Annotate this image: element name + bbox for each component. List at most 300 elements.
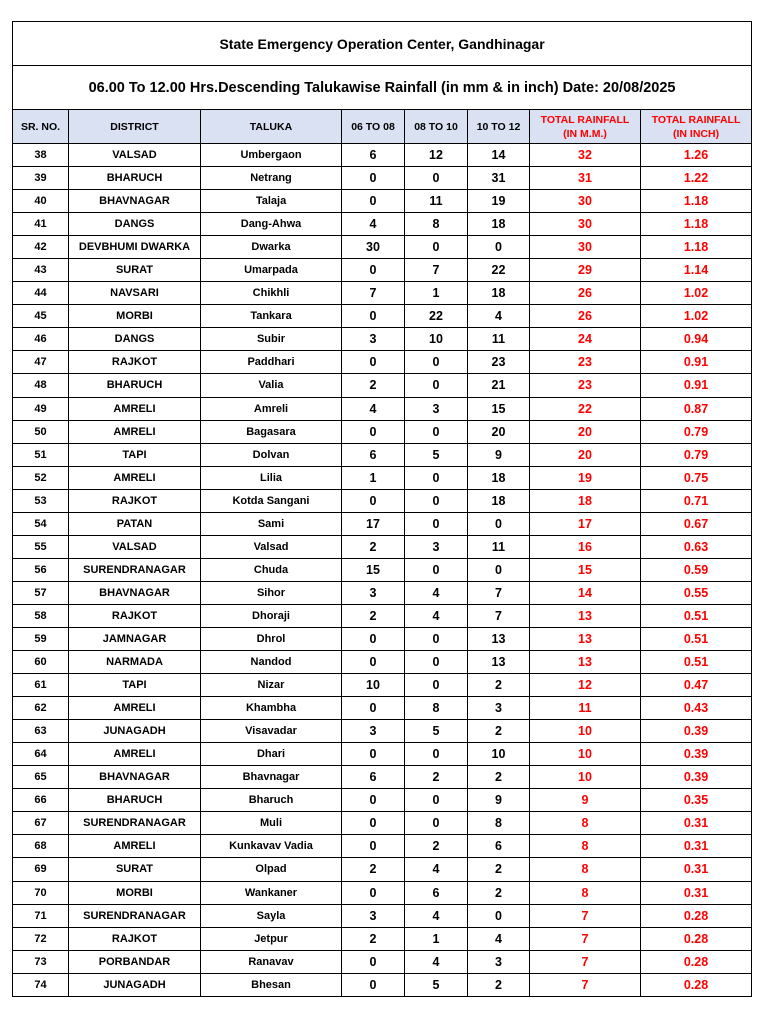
table-row xyxy=(13,766,752,789)
cell-district: BHARUCH xyxy=(69,167,201,190)
cell-10-to-12: 23 xyxy=(468,351,530,374)
cell-total-inch: 0.91 xyxy=(641,374,752,397)
cell-total-inch: 0.28 xyxy=(641,927,752,950)
cell-total-mm: 24 xyxy=(530,328,641,351)
cell-total-inch: 0.94 xyxy=(641,328,752,351)
cell-08-to-10: 8 xyxy=(405,697,468,720)
cell-sr-no: 70 xyxy=(13,881,69,904)
cell-total-inch: 0.67 xyxy=(641,512,752,535)
cell-10-to-12: 2 xyxy=(468,858,530,881)
cell-total-inch: 0.51 xyxy=(641,604,752,627)
cell-district: JUNAGADH xyxy=(69,973,201,996)
cell-08-to-10: 0 xyxy=(405,789,468,812)
cell-total-mm: 16 xyxy=(530,535,641,558)
table-row xyxy=(13,328,752,351)
cell-08-to-10: 1 xyxy=(405,927,468,950)
cell-total-mm: 8 xyxy=(530,858,641,881)
table-row xyxy=(13,881,752,904)
cell-total-mm: 22 xyxy=(530,397,641,420)
cell-sr-no: 38 xyxy=(13,144,69,167)
cell-08-to-10: 0 xyxy=(405,674,468,697)
cell-06-to-08: 0 xyxy=(342,881,405,904)
cell-08-to-10: 0 xyxy=(405,466,468,489)
cell-08-to-10: 0 xyxy=(405,489,468,512)
cell-taluka: Bhavnagar xyxy=(201,766,342,789)
cell-total-inch: 0.43 xyxy=(641,697,752,720)
table-row xyxy=(13,305,752,328)
cell-district: RAJKOT xyxy=(69,604,201,627)
cell-district: RAJKOT xyxy=(69,927,201,950)
cell-total-inch: 1.02 xyxy=(641,282,752,305)
cell-district: DANGS xyxy=(69,213,201,236)
cell-total-inch: 1.18 xyxy=(641,213,752,236)
report-subtitle: 06.00 To 12.00 Hrs.Descending Talukawise Rainfall (in mm & in inch) Date: 20/08/2025 xyxy=(13,66,752,110)
cell-taluka: Visavadar xyxy=(201,720,342,743)
cell-10-to-12: 9 xyxy=(468,789,530,812)
table-row xyxy=(13,789,752,812)
cell-08-to-10: 0 xyxy=(405,351,468,374)
cell-district: DEVBHUMI DWARKA xyxy=(69,236,201,259)
header-08-to-10: 08 TO 10 xyxy=(405,110,468,144)
cell-total-inch: 1.02 xyxy=(641,305,752,328)
cell-district: NAVSARI xyxy=(69,282,201,305)
cell-06-to-08: 3 xyxy=(342,720,405,743)
cell-taluka: Bhesan xyxy=(201,973,342,996)
cell-district: PATAN xyxy=(69,512,201,535)
cell-total-inch: 1.26 xyxy=(641,144,752,167)
cell-total-mm: 10 xyxy=(530,720,641,743)
page-title: State Emergency Operation Center, Gandhinagar xyxy=(13,22,752,66)
cell-sr-no: 47 xyxy=(13,351,69,374)
cell-taluka: Amreli xyxy=(201,397,342,420)
table-row xyxy=(13,213,752,236)
cell-06-to-08: 15 xyxy=(342,558,405,581)
cell-total-mm: 19 xyxy=(530,466,641,489)
cell-sr-no: 44 xyxy=(13,282,69,305)
cell-taluka: Bharuch xyxy=(201,789,342,812)
cell-total-mm: 10 xyxy=(530,743,641,766)
cell-08-to-10: 22 xyxy=(405,305,468,328)
cell-sr-no: 61 xyxy=(13,674,69,697)
cell-total-inch: 0.39 xyxy=(641,743,752,766)
cell-08-to-10: 0 xyxy=(405,743,468,766)
cell-08-to-10: 0 xyxy=(405,374,468,397)
cell-taluka: Sihor xyxy=(201,581,342,604)
cell-10-to-12: 2 xyxy=(468,881,530,904)
cell-sr-no: 56 xyxy=(13,558,69,581)
table-row xyxy=(13,259,752,282)
cell-08-to-10: 7 xyxy=(405,259,468,282)
cell-total-mm: 30 xyxy=(530,190,641,213)
cell-sr-no: 50 xyxy=(13,420,69,443)
cell-taluka: Valia xyxy=(201,374,342,397)
header-total-inch xyxy=(641,110,752,144)
cell-district: RAJKOT xyxy=(69,489,201,512)
cell-total-inch: 0.28 xyxy=(641,904,752,927)
table-row xyxy=(13,397,752,420)
cell-06-to-08: 0 xyxy=(342,743,405,766)
cell-total-inch: 0.35 xyxy=(641,789,752,812)
cell-total-inch: 0.31 xyxy=(641,812,752,835)
table-row xyxy=(13,604,752,627)
cell-10-to-12: 3 xyxy=(468,950,530,973)
cell-sr-no: 45 xyxy=(13,305,69,328)
cell-06-to-08: 7 xyxy=(342,282,405,305)
cell-total-mm: 13 xyxy=(530,651,641,674)
cell-taluka: Lilia xyxy=(201,466,342,489)
cell-06-to-08: 0 xyxy=(342,305,405,328)
table-row xyxy=(13,351,752,374)
cell-district: VALSAD xyxy=(69,535,201,558)
cell-08-to-10: 3 xyxy=(405,535,468,558)
cell-total-mm: 29 xyxy=(530,259,641,282)
cell-sr-no: 54 xyxy=(13,512,69,535)
cell-10-to-12: 18 xyxy=(468,282,530,305)
table-body xyxy=(13,144,752,997)
cell-total-mm: 7 xyxy=(530,927,641,950)
cell-08-to-10: 5 xyxy=(405,720,468,743)
cell-06-to-08: 17 xyxy=(342,512,405,535)
table-row xyxy=(13,904,752,927)
cell-district: PORBANDAR xyxy=(69,950,201,973)
cell-10-to-12: 2 xyxy=(468,720,530,743)
cell-total-mm: 7 xyxy=(530,950,641,973)
table-row xyxy=(13,651,752,674)
cell-district: MORBI xyxy=(69,881,201,904)
cell-total-mm: 12 xyxy=(530,674,641,697)
cell-10-to-12: 0 xyxy=(468,236,530,259)
cell-sr-no: 64 xyxy=(13,743,69,766)
cell-06-to-08: 0 xyxy=(342,627,405,650)
cell-sr-no: 41 xyxy=(13,213,69,236)
cell-10-to-12: 9 xyxy=(468,443,530,466)
cell-10-to-12: 20 xyxy=(468,420,530,443)
cell-08-to-10: 0 xyxy=(405,420,468,443)
cell-sr-no: 49 xyxy=(13,397,69,420)
cell-taluka: Nizar xyxy=(201,674,342,697)
cell-district: JAMNAGAR xyxy=(69,627,201,650)
cell-06-to-08: 0 xyxy=(342,190,405,213)
cell-taluka: Netrang xyxy=(201,167,342,190)
cell-08-to-10: 0 xyxy=(405,627,468,650)
cell-district: DANGS xyxy=(69,328,201,351)
table-row xyxy=(13,973,752,996)
cell-08-to-10: 0 xyxy=(405,812,468,835)
cell-06-to-08: 0 xyxy=(342,973,405,996)
table-row xyxy=(13,558,752,581)
cell-district: BHARUCH xyxy=(69,374,201,397)
cell-10-to-12: 7 xyxy=(468,581,530,604)
cell-taluka: Kunkavav Vadia xyxy=(201,835,342,858)
cell-sr-no: 42 xyxy=(13,236,69,259)
cell-total-mm: 9 xyxy=(530,789,641,812)
cell-district: AMRELI xyxy=(69,835,201,858)
cell-taluka: Dwarka xyxy=(201,236,342,259)
cell-10-to-12: 10 xyxy=(468,743,530,766)
cell-district: AMRELI xyxy=(69,466,201,489)
cell-taluka: Kotda Sangani xyxy=(201,489,342,512)
cell-06-to-08: 0 xyxy=(342,489,405,512)
header-taluka: TALUKA xyxy=(201,110,342,144)
cell-district: TAPI xyxy=(69,674,201,697)
cell-10-to-12: 14 xyxy=(468,144,530,167)
cell-06-to-08: 2 xyxy=(342,535,405,558)
cell-10-to-12: 7 xyxy=(468,604,530,627)
cell-08-to-10: 1 xyxy=(405,282,468,305)
cell-total-mm: 30 xyxy=(530,236,641,259)
cell-10-to-12: 18 xyxy=(468,489,530,512)
cell-sr-no: 57 xyxy=(13,581,69,604)
header-06-to-08: 06 TO 08 xyxy=(342,110,405,144)
cell-taluka: Umbergaon xyxy=(201,144,342,167)
cell-district: JUNAGADH xyxy=(69,720,201,743)
cell-taluka: Wankaner xyxy=(201,881,342,904)
cell-sr-no: 46 xyxy=(13,328,69,351)
cell-08-to-10: 4 xyxy=(405,604,468,627)
cell-10-to-12: 8 xyxy=(468,812,530,835)
cell-08-to-10: 2 xyxy=(405,835,468,858)
cell-district: AMRELI xyxy=(69,420,201,443)
cell-06-to-08: 2 xyxy=(342,858,405,881)
cell-district: SURENDRANAGAR xyxy=(69,812,201,835)
table-row xyxy=(13,190,752,213)
cell-06-to-08: 3 xyxy=(342,581,405,604)
cell-10-to-12: 31 xyxy=(468,167,530,190)
cell-taluka: Dang-Ahwa xyxy=(201,213,342,236)
cell-total-inch: 0.31 xyxy=(641,858,752,881)
cell-08-to-10: 0 xyxy=(405,236,468,259)
cell-total-inch: 0.59 xyxy=(641,558,752,581)
cell-total-mm: 23 xyxy=(530,351,641,374)
cell-taluka: Dhari xyxy=(201,743,342,766)
cell-district: RAJKOT xyxy=(69,351,201,374)
cell-sr-no: 74 xyxy=(13,973,69,996)
cell-06-to-08: 6 xyxy=(342,443,405,466)
cell-06-to-08: 10 xyxy=(342,674,405,697)
cell-total-inch: 0.55 xyxy=(641,581,752,604)
cell-06-to-08: 0 xyxy=(342,651,405,674)
cell-total-mm: 11 xyxy=(530,697,641,720)
cell-total-inch: 0.87 xyxy=(641,397,752,420)
cell-total-inch: 0.39 xyxy=(641,720,752,743)
table-row xyxy=(13,167,752,190)
cell-total-mm: 20 xyxy=(530,420,641,443)
cell-taluka: Khambha xyxy=(201,697,342,720)
cell-sr-no: 40 xyxy=(13,190,69,213)
cell-10-to-12: 2 xyxy=(468,973,530,996)
cell-10-to-12: 22 xyxy=(468,259,530,282)
cell-10-to-12: 11 xyxy=(468,535,530,558)
cell-sr-no: 73 xyxy=(13,950,69,973)
cell-06-to-08: 4 xyxy=(342,397,405,420)
cell-total-mm: 20 xyxy=(530,443,641,466)
cell-total-mm: 26 xyxy=(530,305,641,328)
cell-taluka: Subir xyxy=(201,328,342,351)
table-row xyxy=(13,374,752,397)
cell-06-to-08: 1 xyxy=(342,466,405,489)
cell-taluka: Chuda xyxy=(201,558,342,581)
table-row xyxy=(13,420,752,443)
cell-10-to-12: 0 xyxy=(468,558,530,581)
cell-total-mm: 8 xyxy=(530,881,641,904)
header-total-inch-line1: TOTAL RAINFALL xyxy=(651,113,741,126)
table-row xyxy=(13,927,752,950)
cell-total-inch: 0.31 xyxy=(641,835,752,858)
cell-sr-no: 52 xyxy=(13,466,69,489)
cell-sr-no: 66 xyxy=(13,789,69,812)
table-row xyxy=(13,535,752,558)
cell-taluka: Talaja xyxy=(201,190,342,213)
cell-08-to-10: 4 xyxy=(405,581,468,604)
table-row xyxy=(13,512,752,535)
cell-06-to-08: 0 xyxy=(342,950,405,973)
header-total-mm-line1: TOTAL RAINFALL xyxy=(540,113,630,126)
cell-total-inch: 0.71 xyxy=(641,489,752,512)
cell-sr-no: 51 xyxy=(13,443,69,466)
table-row xyxy=(13,697,752,720)
header-total-mm-line2: (IN M.M.) xyxy=(563,127,607,140)
cell-sr-no: 68 xyxy=(13,835,69,858)
column-header-row xyxy=(13,110,752,144)
cell-taluka: Nandod xyxy=(201,651,342,674)
cell-total-inch: 0.79 xyxy=(641,443,752,466)
cell-06-to-08: 0 xyxy=(342,789,405,812)
cell-10-to-12: 4 xyxy=(468,927,530,950)
table-row xyxy=(13,950,752,973)
cell-district: TAPI xyxy=(69,443,201,466)
cell-total-mm: 8 xyxy=(530,812,641,835)
table-row xyxy=(13,443,752,466)
cell-total-inch: 0.51 xyxy=(641,651,752,674)
cell-06-to-08: 0 xyxy=(342,351,405,374)
table-row xyxy=(13,674,752,697)
cell-taluka: Dhoraji xyxy=(201,604,342,627)
cell-taluka: Umarpada xyxy=(201,259,342,282)
cell-taluka: Dhrol xyxy=(201,627,342,650)
cell-taluka: Paddhari xyxy=(201,351,342,374)
table-row xyxy=(13,627,752,650)
cell-district: VALSAD xyxy=(69,144,201,167)
cell-10-to-12: 6 xyxy=(468,835,530,858)
cell-total-mm: 18 xyxy=(530,489,641,512)
cell-08-to-10: 0 xyxy=(405,512,468,535)
cell-10-to-12: 21 xyxy=(468,374,530,397)
cell-total-inch: 0.31 xyxy=(641,881,752,904)
cell-sr-no: 69 xyxy=(13,858,69,881)
cell-district: AMRELI xyxy=(69,743,201,766)
cell-total-mm: 13 xyxy=(530,627,641,650)
cell-district: MORBI xyxy=(69,305,201,328)
cell-taluka: Olpad xyxy=(201,858,342,881)
cell-total-inch: 1.22 xyxy=(641,167,752,190)
cell-08-to-10: 10 xyxy=(405,328,468,351)
table-row xyxy=(13,812,752,835)
cell-sr-no: 53 xyxy=(13,489,69,512)
cell-total-mm: 30 xyxy=(530,213,641,236)
cell-total-inch: 0.47 xyxy=(641,674,752,697)
cell-08-to-10: 8 xyxy=(405,213,468,236)
cell-06-to-08: 0 xyxy=(342,835,405,858)
cell-06-to-08: 30 xyxy=(342,236,405,259)
cell-08-to-10: 2 xyxy=(405,766,468,789)
cell-total-inch: 0.63 xyxy=(641,535,752,558)
cell-10-to-12: 0 xyxy=(468,512,530,535)
cell-06-to-08: 0 xyxy=(342,420,405,443)
table-row xyxy=(13,743,752,766)
cell-total-inch: 0.28 xyxy=(641,950,752,973)
cell-06-to-08: 0 xyxy=(342,697,405,720)
table-row xyxy=(13,581,752,604)
cell-08-to-10: 0 xyxy=(405,558,468,581)
cell-08-to-10: 5 xyxy=(405,443,468,466)
cell-total-inch: 1.18 xyxy=(641,236,752,259)
cell-10-to-12: 3 xyxy=(468,697,530,720)
cell-district: BHAVNAGAR xyxy=(69,190,201,213)
cell-06-to-08: 0 xyxy=(342,167,405,190)
cell-taluka: Bagasara xyxy=(201,420,342,443)
cell-total-mm: 10 xyxy=(530,766,641,789)
table-row xyxy=(13,466,752,489)
cell-total-mm: 31 xyxy=(530,167,641,190)
cell-taluka: Tankara xyxy=(201,305,342,328)
cell-total-mm: 23 xyxy=(530,374,641,397)
cell-06-to-08: 2 xyxy=(342,604,405,627)
cell-total-mm: 14 xyxy=(530,581,641,604)
table-row xyxy=(13,236,752,259)
header-total-inch-line2: (IN INCH) xyxy=(673,127,720,140)
cell-06-to-08: 6 xyxy=(342,144,405,167)
cell-10-to-12: 2 xyxy=(468,766,530,789)
cell-taluka: Muli xyxy=(201,812,342,835)
cell-total-inch: 1.18 xyxy=(641,190,752,213)
cell-total-mm: 8 xyxy=(530,835,641,858)
header-total-mm xyxy=(530,110,641,144)
table-row xyxy=(13,144,752,167)
cell-06-to-08: 0 xyxy=(342,812,405,835)
cell-district: AMRELI xyxy=(69,697,201,720)
cell-06-to-08: 6 xyxy=(342,766,405,789)
cell-total-mm: 7 xyxy=(530,904,641,927)
rainfall-table xyxy=(12,21,752,997)
cell-08-to-10: 5 xyxy=(405,973,468,996)
cell-06-to-08: 3 xyxy=(342,328,405,351)
header-district: DISTRICT xyxy=(69,110,201,144)
cell-taluka: Valsad xyxy=(201,535,342,558)
cell-total-mm: 15 xyxy=(530,558,641,581)
cell-10-to-12: 19 xyxy=(468,190,530,213)
cell-sr-no: 48 xyxy=(13,374,69,397)
cell-08-to-10: 4 xyxy=(405,858,468,881)
cell-district: SURENDRANAGAR xyxy=(69,558,201,581)
cell-total-mm: 32 xyxy=(530,144,641,167)
cell-total-inch: 1.14 xyxy=(641,259,752,282)
cell-sr-no: 72 xyxy=(13,927,69,950)
cell-total-inch: 0.39 xyxy=(641,766,752,789)
header-sr-no: SR. NO. xyxy=(13,110,69,144)
cell-total-inch: 0.28 xyxy=(641,973,752,996)
cell-08-to-10: 11 xyxy=(405,190,468,213)
cell-10-to-12: 0 xyxy=(468,904,530,927)
cell-06-to-08: 4 xyxy=(342,213,405,236)
table-row xyxy=(13,489,752,512)
cell-total-inch: 0.75 xyxy=(641,466,752,489)
cell-total-mm: 13 xyxy=(530,604,641,627)
cell-district: SURAT xyxy=(69,858,201,881)
cell-06-to-08: 0 xyxy=(342,259,405,282)
cell-sr-no: 39 xyxy=(13,167,69,190)
cell-08-to-10: 0 xyxy=(405,651,468,674)
cell-district: NARMADA xyxy=(69,651,201,674)
